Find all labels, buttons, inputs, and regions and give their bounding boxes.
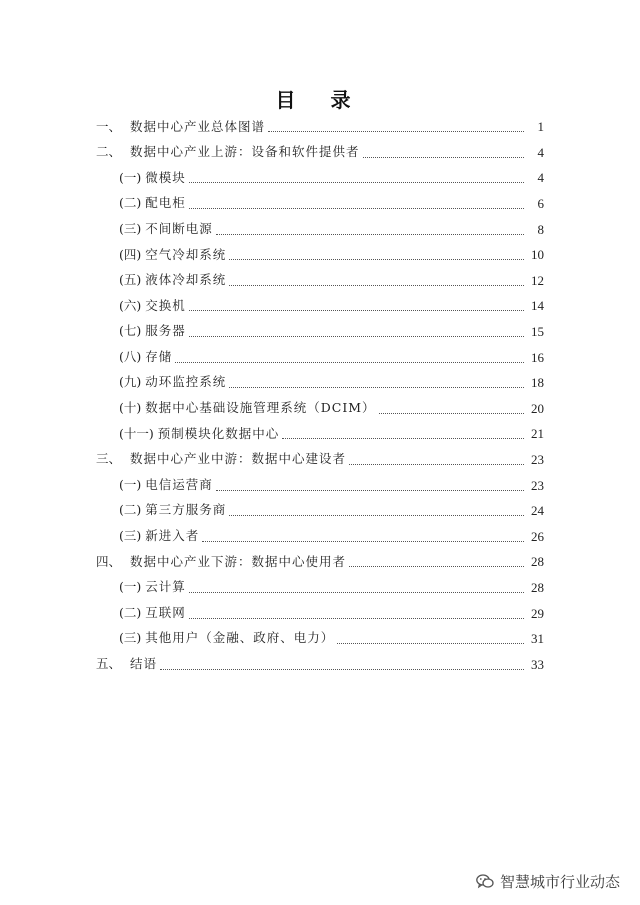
toc-entry-number: (三) [119,220,146,236]
toc-leader-dots [337,643,524,644]
toc-entry-number: (三) [119,630,146,646]
toc-entry-label: 数据中心基础设施管理系统（DCIM） [145,400,376,416]
toc-entry-page: 10 [531,247,544,263]
toc-entry-page: 16 [531,349,544,365]
toc-leader-dots [349,464,524,465]
toc-entry[interactable] [0,268,640,294]
toc-entry[interactable] [0,319,640,345]
toc-entry-page: 1 [537,119,544,135]
toc-entry[interactable] [0,344,640,370]
toc-entry-label: 不间断电源 [145,220,213,236]
toc-entry[interactable] [0,370,640,396]
toc-entry-label: 服务器 [145,323,186,339]
toc-entry[interactable] [0,600,640,626]
toc-entry-page: 4 [537,170,544,186]
toc-entry-number: 二、 [96,144,122,160]
toc-entry-label: 数据中心产业下游：数据中心使用者 [130,553,347,569]
toc-entry-number: (九) [119,374,146,390]
toc-entry-label: 数据中心产业中游：数据中心建设者 [130,451,347,467]
toc-leader-dots [160,669,524,670]
toc-entry[interactable] [0,524,640,550]
watermark-text: 智慧城市行业动态 [499,873,620,891]
toc-entry-label: 预制模块化数据中心 [157,425,280,441]
toc-leader-dots [175,362,524,363]
toc-entry-label: 交换机 [145,297,186,313]
toc-entry-page: 23 [531,452,544,468]
toc-leader-dots [189,208,524,209]
toc-leader-dots [189,336,524,337]
wechat-icon [476,874,494,889]
toc-entry-label: 结语 [130,656,158,672]
toc-entry-page: 15 [531,324,544,340]
toc-entry-number: (十) [119,400,146,416]
toc-leader-dots [349,566,524,567]
toc-entry-label: 微模块 [145,169,186,185]
toc-entry-number: (一) [119,169,146,185]
toc-entry[interactable] [0,421,640,447]
toc-entry-number: (二) [119,502,146,518]
toc-leader-dots [202,541,524,542]
toc-leader-dots [229,285,524,286]
toc-leader-dots [189,182,524,183]
toc-entry-page: 33 [531,656,544,672]
toc-entry-label: 数据中心产业总体图谱 [130,118,266,134]
toc-leader-dots [216,490,524,491]
toc-entry-label: 数据中心产业上游：设备和软件提供者 [130,144,360,160]
toc-entry-page: 18 [531,375,544,391]
toc-entry-label: 第三方服务商 [145,502,227,518]
toc-entry-number: (十一) [119,425,158,441]
toc-entry-number: (七) [119,323,146,339]
toc-entry-label: 动环监控系统 [145,374,227,390]
toc-entry-page: 12 [531,272,544,288]
toc-entry[interactable] [0,216,640,242]
toc-entry-number: (二) [119,604,146,620]
toc-entry-page: 20 [531,400,544,416]
watermark [476,871,620,892]
toc-entry-number: (六) [119,297,146,313]
toc-entry[interactable] [0,140,640,166]
toc-entry[interactable] [0,293,640,319]
toc-entry-number: 五、 [96,656,122,672]
toc-entry-page: 8 [537,221,544,237]
toc-leader-dots [229,515,524,516]
toc-entry-label: 新进入者 [145,528,200,544]
toc-entry-label: 其他用户（金融、政府、电力） [145,630,335,646]
toc-entry-page: 23 [531,477,544,493]
toc-leader-dots [189,592,524,593]
toc-entry-number: 四、 [96,553,122,569]
toc-entry-label: 互联网 [145,604,186,620]
toc-leader-dots [282,438,524,439]
toc-entry-number: (一) [119,476,146,492]
toc-entry-page: 31 [531,631,544,647]
toc-entry-page: 28 [531,579,544,595]
toc-leader-dots [229,259,524,260]
toc-entry[interactable] [0,396,640,422]
toc-leader-dots [363,157,524,158]
toc-entry-label: 空气冷却系统 [145,246,227,262]
toc-leader-dots [189,618,524,619]
toc-entry-page: 14 [531,298,544,314]
toc-entry-page: 26 [531,528,544,544]
toc-entry-number: (四) [119,246,146,262]
toc-leader-dots [189,310,524,311]
toc-entry[interactable] [0,549,640,575]
toc-leader-dots [268,131,524,132]
toc-entry[interactable] [0,498,640,524]
toc-entry-page: 24 [531,503,544,519]
toc-entry-number: 三、 [96,451,122,467]
toc-entry-page: 6 [537,196,544,212]
toc-entry[interactable] [0,114,640,140]
toc-entry-number: (一) [119,579,146,595]
toc-entry-label: 液体冷却系统 [145,272,227,288]
table-of-contents [0,114,640,677]
toc-entry-label: 云计算 [145,579,186,595]
toc-leader-dots [229,387,524,388]
toc-entry[interactable] [0,626,640,652]
toc-entry-number: (三) [119,528,146,544]
toc-entry-number: (五) [119,272,146,288]
toc-entry-number: (八) [119,348,146,364]
toc-entry[interactable] [0,242,640,268]
toc-entry[interactable] [0,447,640,473]
toc-leader-dots [216,234,524,235]
toc-entry-label: 电信运营商 [145,476,213,492]
toc-leader-dots [379,413,524,414]
toc-entry[interactable] [0,575,640,601]
toc-entry-number: 一、 [96,118,122,134]
toc-entry-page: 4 [537,144,544,160]
toc-entry-page: 28 [531,554,544,570]
toc-entry[interactable] [0,651,640,677]
toc-entry-page: 21 [531,426,544,442]
page-title: 目 录 [275,88,365,112]
toc-entry-label: 存储 [145,348,173,364]
toc-entry[interactable] [0,191,640,217]
toc-entry-page: 29 [531,605,544,621]
toc-entry-label: 配电柜 [145,195,186,211]
toc-entry[interactable] [0,472,640,498]
toc-entry-number: (二) [119,195,146,211]
toc-entry[interactable] [0,165,640,191]
